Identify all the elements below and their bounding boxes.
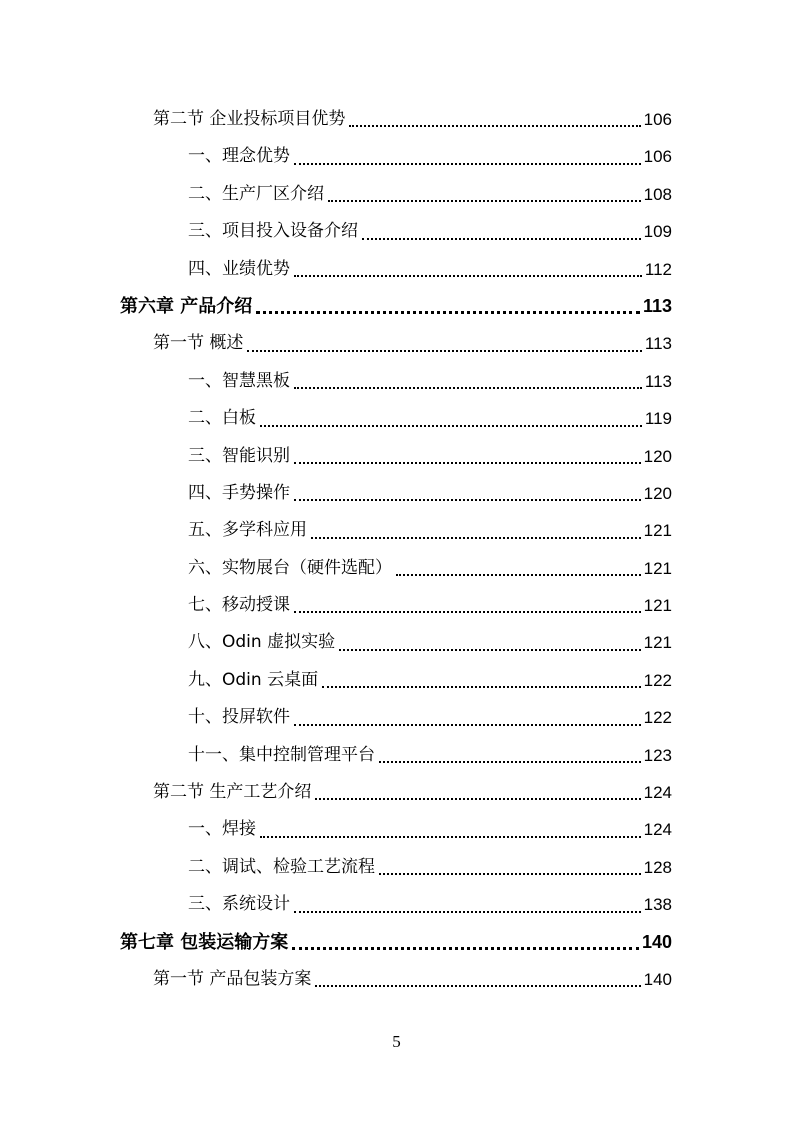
- toc-entry-page: 120: [643, 446, 672, 466]
- toc-entry-title: 第二节 生产工艺介绍: [153, 782, 312, 803]
- toc-entry[interactable]: [0, 961, 793, 998]
- toc-entry[interactable]: [0, 774, 793, 811]
- toc-leader-dots: [292, 924, 639, 961]
- toc-entry-page: 122: [643, 670, 672, 690]
- toc-entry-title: 五、多学科应用: [188, 520, 307, 541]
- toc-entry[interactable]: [0, 213, 793, 250]
- toc-leader-dots: [260, 811, 641, 848]
- toc-entry[interactable]: [0, 737, 793, 774]
- toc-entry-title: 第六章 产品介绍: [120, 295, 253, 317]
- toc-entry-page: 140: [641, 931, 672, 952]
- toc-entry-title: 四、业绩优势: [188, 258, 290, 279]
- toc-entry-title: 第七章 包装运输方案: [120, 931, 289, 953]
- toc-entry[interactable]: [0, 849, 793, 886]
- toc-leader-dots: [311, 512, 641, 549]
- toc-leader-dots: [260, 400, 642, 437]
- toc-entry[interactable]: [0, 438, 793, 475]
- toc-entry[interactable]: [0, 924, 793, 961]
- toc-leader-dots: [315, 774, 640, 811]
- toc-entry-page: 113: [644, 371, 672, 391]
- toc-entry-title: 一、焊接: [188, 819, 256, 840]
- toc-entry-page: 140: [643, 969, 672, 989]
- toc-entry[interactable]: [0, 363, 793, 400]
- toc-entry-title: 第一节 产品包装方案: [153, 968, 312, 989]
- toc-entry-page: 113: [644, 334, 672, 354]
- toc-entry-page: 106: [643, 110, 672, 129]
- toc-entry-page: 119: [644, 409, 672, 429]
- toc-entry-title: 一、理念优势: [188, 146, 290, 167]
- toc-entry-page: 138: [643, 895, 672, 915]
- toc-entry[interactable]: [0, 886, 793, 923]
- toc-entry-title: 三、智能识别: [188, 445, 290, 466]
- toc-entry-title: 第二节 企业投标项目优势: [153, 109, 346, 129]
- toc-entry-title: 十一、集中控制管理平台: [188, 744, 375, 765]
- toc-entry-page: 124: [643, 820, 672, 840]
- toc-entry[interactable]: [0, 176, 793, 213]
- toc-leader-dots: [247, 325, 641, 362]
- toc-leader-dots: [294, 699, 641, 736]
- toc-leader-dots: [322, 662, 641, 699]
- toc-leader-dots: [294, 475, 641, 512]
- toc-entry-title: 九、Odin 云桌面: [188, 669, 319, 690]
- toc-entry-page: 121: [643, 521, 672, 541]
- toc-entry-title: 十、投屏软件: [188, 707, 290, 728]
- toc-leader-dots: [379, 737, 641, 774]
- toc-entry[interactable]: [0, 811, 793, 848]
- toc-entry-title: 四、手势操作: [188, 482, 290, 503]
- toc-entry-page: 120: [643, 483, 672, 503]
- toc-entry-page: 124: [643, 783, 672, 803]
- toc-entry-title: 六、实物展台（硬件选配）: [188, 557, 392, 578]
- toc-entry-title: 第一节 概述: [153, 333, 244, 354]
- toc-entry[interactable]: [0, 587, 793, 624]
- toc-entry-page: 109: [643, 222, 672, 242]
- toc-leader-dots: [339, 624, 641, 661]
- toc-entry-page: 123: [643, 745, 672, 765]
- toc-leader-dots: [294, 587, 641, 624]
- toc-entry[interactable]: [0, 550, 793, 587]
- toc-entry-title: 七、移动授课: [188, 595, 290, 616]
- toc-entry-page: 128: [643, 857, 672, 877]
- toc-leader-dots: [294, 138, 641, 175]
- toc-entry-page: 108: [643, 184, 672, 204]
- toc-leader-dots: [379, 849, 641, 886]
- toc-entry-title: 八、Odin 虚拟实验: [188, 632, 336, 653]
- toc-entry-title: 三、系统设计: [188, 894, 290, 915]
- toc-entry[interactable]: [0, 699, 793, 736]
- toc-entry[interactable]: [0, 288, 793, 325]
- toc-entry-page: 122: [643, 708, 672, 728]
- toc-entry[interactable]: [0, 662, 793, 699]
- toc-entry[interactable]: [0, 138, 793, 175]
- toc-entry-title: 一、智慧黑板: [188, 370, 290, 391]
- table-of-contents: [0, 101, 793, 998]
- toc-entry-title: 三、项目投入设备介绍: [188, 221, 358, 242]
- toc-entry[interactable]: [0, 400, 793, 437]
- toc-entry[interactable]: [0, 251, 793, 288]
- toc-entry-page: 121: [643, 596, 672, 616]
- toc-entry[interactable]: [0, 325, 793, 362]
- toc-leader-dots: [294, 438, 641, 475]
- toc-entry-page: 112: [644, 259, 672, 279]
- toc-entry-title: 二、调试、检验工艺流程: [188, 856, 375, 877]
- toc-entry-title: 二、生产厂区介绍: [188, 183, 324, 204]
- toc-entry-page: 113: [642, 295, 672, 316]
- toc-leader-dots: [294, 886, 641, 923]
- toc-leader-dots: [328, 176, 641, 213]
- toc-entry[interactable]: [0, 512, 793, 549]
- toc-entry-page: 121: [643, 633, 672, 653]
- toc-leader-dots: [294, 251, 642, 288]
- toc-entry[interactable]: [0, 624, 793, 661]
- toc-leader-dots: [396, 550, 641, 587]
- toc-leader-dots: [315, 961, 640, 998]
- toc-entry-page: 121: [643, 558, 672, 578]
- toc-leader-dots: [256, 288, 640, 325]
- toc-leader-dots: [362, 213, 641, 250]
- toc-entry[interactable]: [0, 101, 793, 138]
- toc-leader-dots: [294, 363, 642, 400]
- page-number: 5: [392, 1032, 401, 1051]
- toc-entry[interactable]: [0, 475, 793, 512]
- toc-entry-page: 106: [643, 147, 672, 167]
- toc-entry-title: 二、白板: [188, 408, 256, 429]
- toc-leader-dots: [349, 101, 640, 138]
